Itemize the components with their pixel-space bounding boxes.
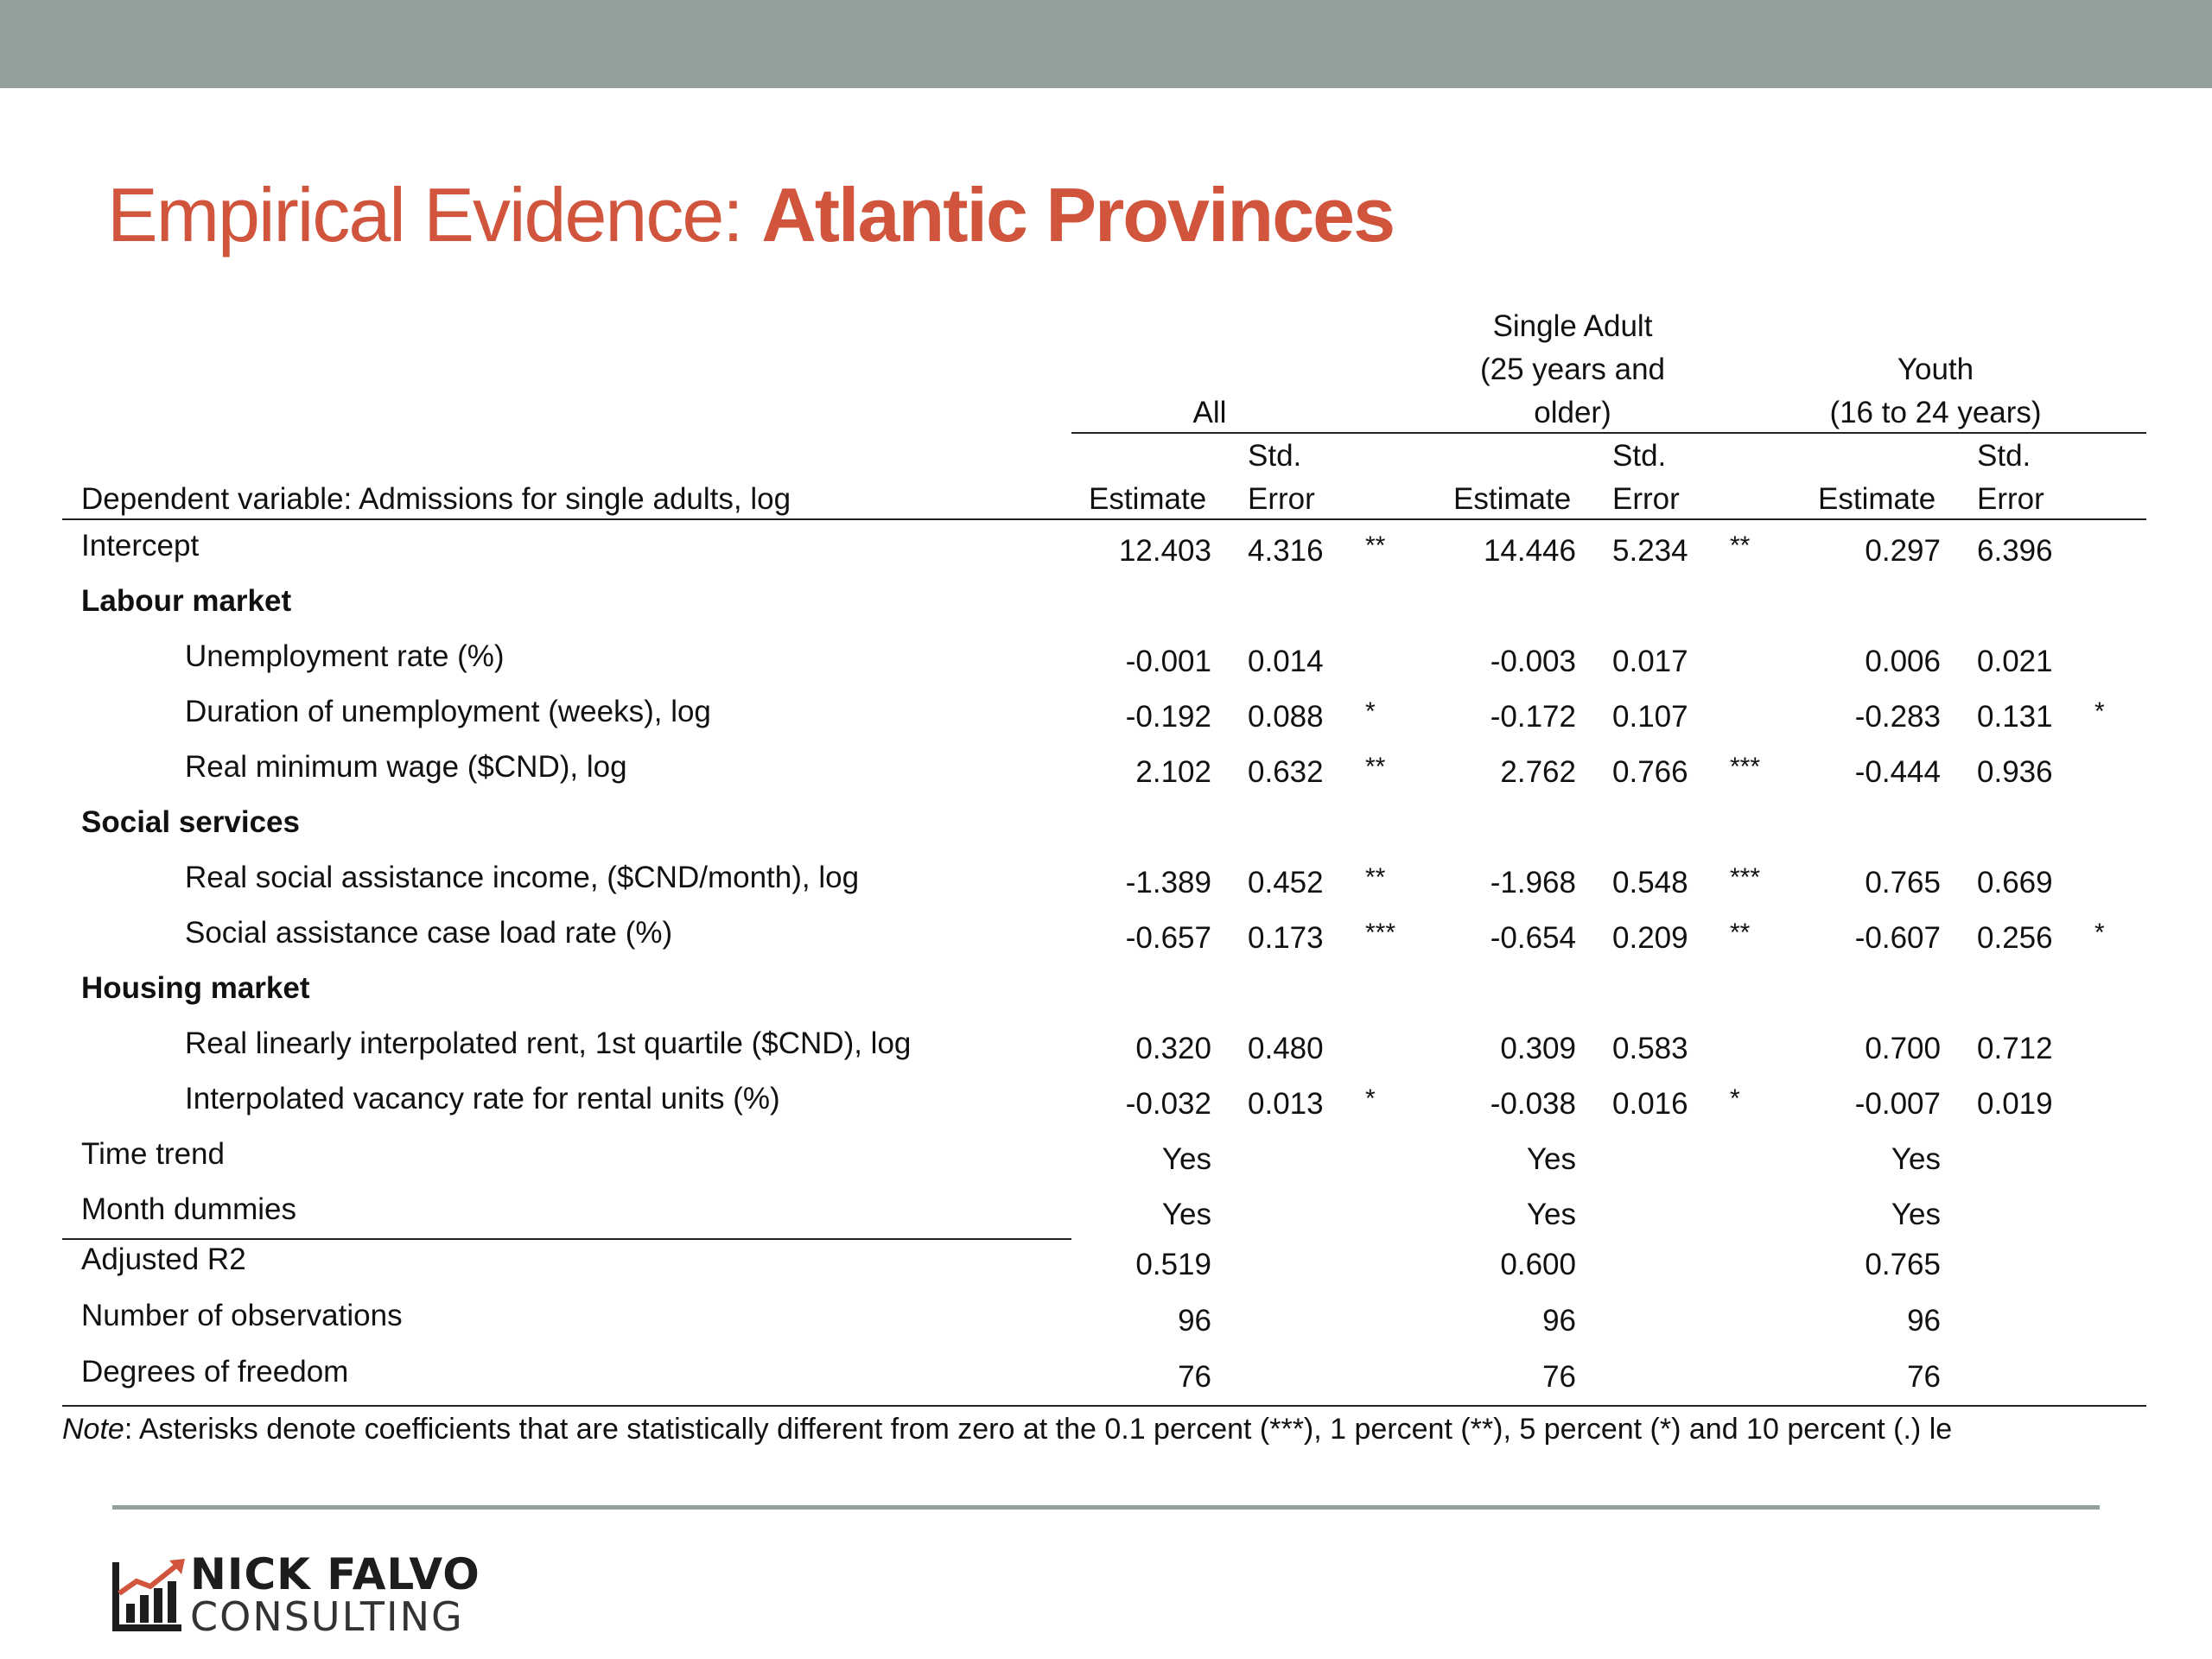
youth-significance: * — [2094, 697, 2105, 726]
row-label: Interpolated vacancy rate for rental units (%) — [185, 1082, 780, 1116]
header-rule — [1071, 432, 2146, 434]
all-estimate: -0.192 — [1125, 700, 1211, 734]
single-significance: *** — [1730, 753, 1761, 781]
note-text: : Asterisks denote coefficients that are statistically different from zero at the 0.1 percent (***), 1 percent (**), 5 percent (*) and 10 percent (.) le — [124, 1413, 1953, 1446]
estimate-header-all: Estimate — [1089, 482, 1207, 516]
row-label: Real social assistance income, ($CND/month), log — [185, 861, 860, 894]
youth-estimate: -0.607 — [1854, 921, 1941, 955]
row-label: Month dummies — [81, 1192, 296, 1226]
youth-std-error: 0.712 — [1977, 1032, 2053, 1065]
all-std-error: 0.088 — [1248, 700, 1324, 734]
single-std-error: 0.107 — [1612, 700, 1688, 734]
table-bottom-rule — [62, 1405, 2146, 1407]
single-std-error: 0.766 — [1612, 755, 1688, 789]
all-significance: * — [1365, 697, 1376, 726]
all-std-error: 0.480 — [1248, 1032, 1324, 1065]
logo-sub: CONSULTING — [190, 1593, 464, 1640]
row-label: Degrees of freedom — [81, 1355, 349, 1389]
row-label: Social assistance case load rate (%) — [185, 916, 673, 950]
single-estimate: Yes — [1526, 1142, 1576, 1176]
all-estimate: -0.032 — [1125, 1087, 1211, 1121]
row-label: Intercept — [81, 529, 200, 563]
single-estimate: -0.654 — [1490, 921, 1576, 955]
section-heading: Labour market — [81, 584, 292, 618]
single-significance: ** — [1730, 531, 1751, 560]
std-header-youth-2: Error — [1977, 482, 2044, 516]
single-estimate: 0.309 — [1500, 1032, 1576, 1065]
all-estimate: Yes — [1161, 1142, 1211, 1176]
single-estimate: 14.446 — [1483, 534, 1576, 568]
top-bar — [0, 0, 2212, 88]
title-regular: Empirical Evidence: — [107, 172, 762, 257]
all-significance: ** — [1365, 863, 1386, 892]
single-estimate: -1.968 — [1490, 866, 1576, 899]
all-estimate: 0.320 — [1135, 1032, 1211, 1065]
single-std-error: 0.583 — [1612, 1032, 1688, 1065]
all-estimate: 96 — [1178, 1304, 1211, 1338]
std-header-single-2: Error — [1612, 482, 1680, 516]
single-significance: * — [1730, 1084, 1740, 1113]
dependent-variable-label: Dependent variable: Admissions for single adults, log — [81, 482, 791, 516]
all-estimate: 76 — [1178, 1360, 1211, 1394]
all-significance: ** — [1365, 531, 1386, 560]
section-heading: Housing market — [81, 971, 310, 1005]
row-label: Duration of unemployment (weeks), log — [185, 695, 711, 728]
youth-estimate: 0.765 — [1865, 1248, 1941, 1281]
row-label: Real linearly interpolated rent, 1st quartile ($CND), log — [185, 1027, 912, 1060]
std-header-all-2: Error — [1248, 482, 1315, 516]
all-std-error: 0.013 — [1248, 1087, 1324, 1121]
youth-estimate: 96 — [1907, 1304, 1941, 1338]
youth-estimate: 76 — [1907, 1360, 1941, 1394]
group-header-all: All — [1192, 396, 1227, 429]
single-estimate: -0.038 — [1490, 1087, 1576, 1121]
single-significance: ** — [1730, 918, 1751, 947]
single-std-error: 0.209 — [1612, 921, 1688, 955]
single-estimate: -0.003 — [1490, 645, 1576, 678]
all-estimate: 12.403 — [1118, 534, 1211, 568]
youth-estimate: 0.700 — [1865, 1032, 1941, 1065]
row-label: Real minimum wage ($CND), log — [185, 750, 627, 784]
all-std-error: 4.316 — [1248, 534, 1324, 568]
all-estimate: -0.001 — [1125, 645, 1211, 678]
youth-std-error: 0.256 — [1977, 921, 2053, 955]
group-header-youth-line2: (16 to 24 years) — [1829, 396, 2042, 429]
logo-name: NICK FALVO — [190, 1549, 480, 1599]
all-std-error: 0.173 — [1248, 921, 1324, 955]
group-header-single-line1: Single Adult — [1492, 309, 1653, 343]
single-std-error: 0.548 — [1612, 866, 1688, 899]
note-label: Note — [62, 1413, 124, 1446]
footer-rule — [112, 1505, 2100, 1510]
youth-std-error: 0.669 — [1977, 866, 2053, 899]
youth-estimate: -0.444 — [1854, 755, 1941, 789]
subheader-rule — [62, 518, 2146, 520]
youth-estimate: 0.765 — [1865, 866, 1941, 899]
estimate-header-youth: Estimate — [1818, 482, 1936, 516]
all-estimate: -1.389 — [1125, 866, 1211, 899]
all-significance: *** — [1365, 918, 1396, 947]
page-title — [107, 169, 1394, 261]
all-significance: ** — [1365, 753, 1386, 781]
youth-estimate: -0.007 — [1854, 1087, 1941, 1121]
youth-significance: * — [2094, 918, 2105, 947]
single-estimate: 96 — [1542, 1304, 1576, 1338]
row-label: Time trend — [81, 1137, 225, 1171]
estimate-header-single: Estimate — [1453, 482, 1572, 516]
row-label: Number of observations — [81, 1299, 403, 1332]
single-std-error: 5.234 — [1612, 534, 1688, 568]
youth-std-error: 0.021 — [1977, 645, 2053, 678]
std-header-youth-1: Std. — [1977, 439, 2031, 473]
all-std-error: 0.014 — [1248, 645, 1324, 678]
youth-std-error: 0.019 — [1977, 1087, 2053, 1121]
group-header-single-line2: (25 years and — [1479, 353, 1666, 386]
all-significance: * — [1365, 1084, 1376, 1113]
all-std-error: 0.452 — [1248, 866, 1324, 899]
youth-estimate: Yes — [1891, 1198, 1941, 1231]
single-estimate: Yes — [1526, 1198, 1576, 1231]
group-header-youth-line1: Youth — [1897, 353, 1974, 386]
row-label: Adjusted R2 — [81, 1243, 246, 1276]
youth-std-error: 0.131 — [1977, 700, 2053, 734]
section-heading: Social services — [81, 805, 300, 839]
youth-estimate: 0.297 — [1865, 534, 1941, 568]
group-header-single-line3: older) — [1534, 396, 1611, 429]
title-bold: Atlantic Provinces — [761, 172, 1395, 257]
table-note — [62, 1410, 2150, 1448]
single-estimate: 2.762 — [1500, 755, 1576, 789]
single-estimate: -0.172 — [1490, 700, 1576, 734]
row-label: Unemployment rate (%) — [185, 639, 505, 673]
all-estimate: Yes — [1161, 1198, 1211, 1231]
logo-text — [190, 1549, 480, 1640]
single-std-error: 0.017 — [1612, 645, 1688, 678]
youth-std-error: 0.936 — [1977, 755, 2053, 789]
youth-std-error: 6.396 — [1977, 534, 2053, 568]
youth-estimate: 0.006 — [1865, 645, 1941, 678]
all-estimate: 0.519 — [1135, 1248, 1211, 1281]
single-significance: *** — [1730, 863, 1761, 892]
youth-estimate: -0.283 — [1854, 700, 1941, 734]
all-estimate: 2.102 — [1135, 755, 1211, 789]
std-header-single-1: Std. — [1612, 439, 1667, 473]
std-header-all-1: Std. — [1248, 439, 1302, 473]
youth-estimate: Yes — [1891, 1142, 1941, 1176]
stats-separator-rule — [62, 1238, 1071, 1240]
single-std-error: 0.016 — [1612, 1087, 1688, 1121]
all-estimate: -0.657 — [1125, 921, 1211, 955]
single-estimate: 76 — [1542, 1360, 1576, 1394]
all-std-error: 0.632 — [1248, 755, 1324, 789]
single-estimate: 0.600 — [1500, 1248, 1576, 1281]
